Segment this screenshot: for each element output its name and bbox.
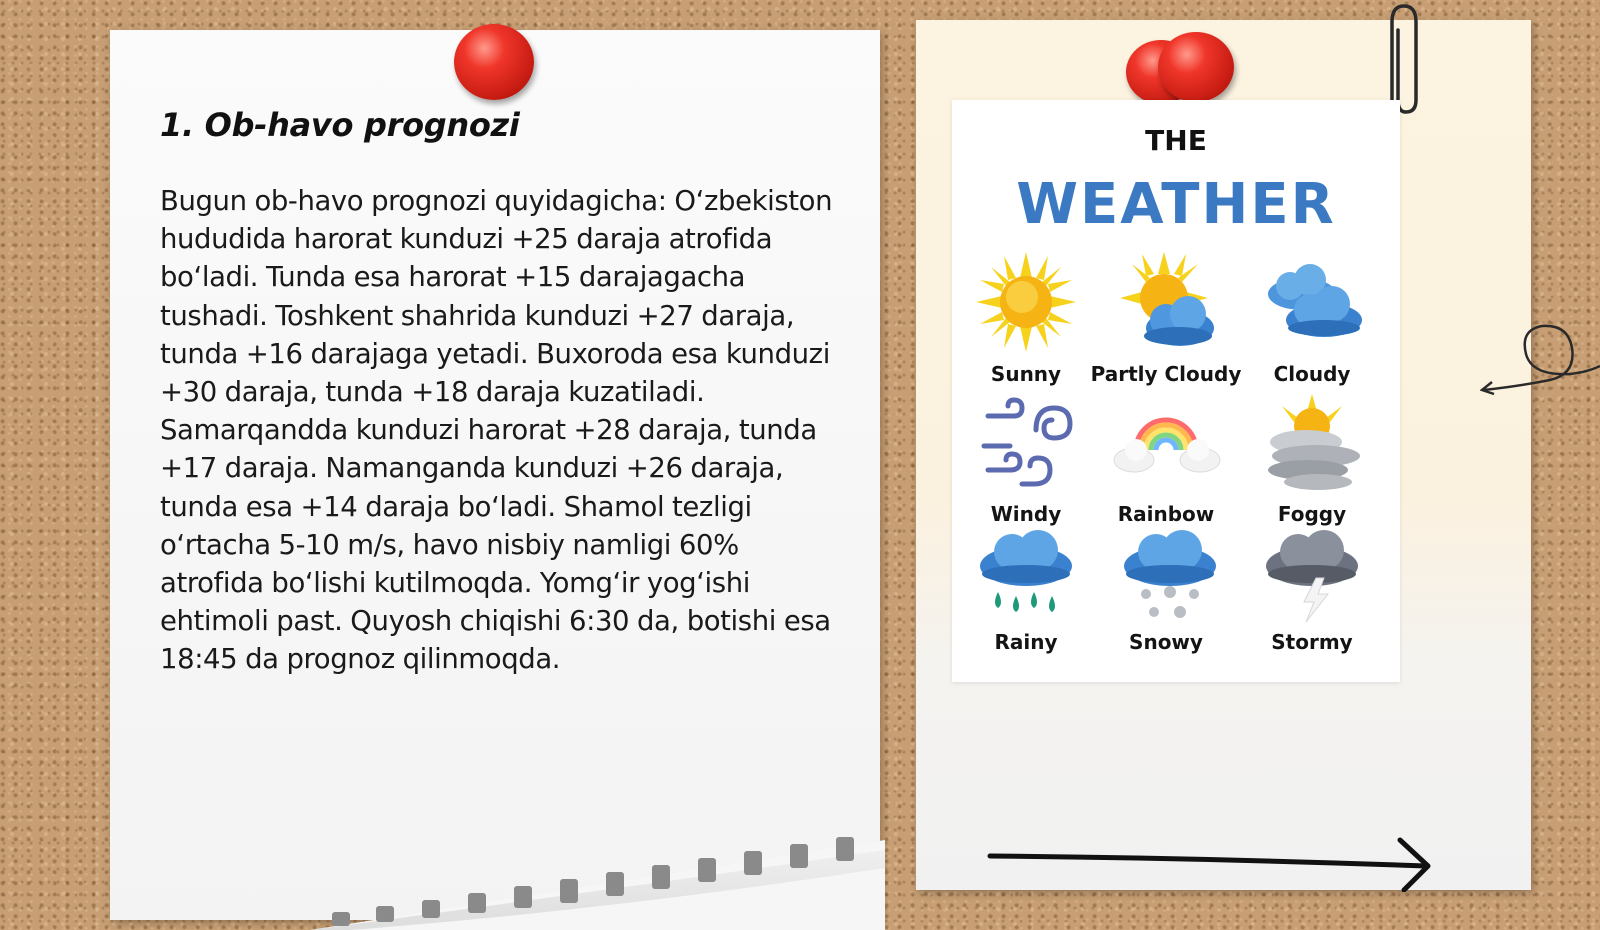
torn-page-decoration [310,820,885,930]
weather-label: Partly Cloudy [1090,362,1242,386]
note-body-text: Bugun ob-havo prognozi quyidagicha: O‘zbekiston hududida harorat kunduzi +25 daraja atrofida bo‘ladi. Tunda esa harorat +15 darajagacha tushadi. Toshkent shahrida kunduzi +27 daraja, tunda +16 darajaga yetadi. Buxoroda esa kunduzi +30 daraja, tunda +18 daraja kuzatiladi. Samarqandda kunduzi harorat +28 daraja, tunda +17 daraja. Namanganda kunduzi +26 daraja, tunda esa +14 daraja bo‘ladi. Shamol tezligi o‘rtacha 5-10 m/s, havo nisbiy namligi 60% atrofida bo‘lishi kutilmoqda. Yomg‘ir yog‘ishi ehtimoli past. Quyosh chiqishi 6:30 da, botishi esa 18:45 da prognoz qilinmoqda. [160,185,833,676]
weather-item-sunny [956,250,1096,390]
cloud-icon [1260,250,1364,354]
loop-arrow-doodle [1480,310,1600,410]
weather-label: Rainy [994,630,1058,654]
snow-icon [1114,530,1218,634]
weather-item-rainy [956,530,1096,670]
weather-label: Foggy [1277,502,1347,526]
note-paper-left [110,30,880,920]
weather-label: Stormy [1271,630,1353,654]
weather-label: Windy [990,502,1062,526]
note-title: 1. Ob-havo prognozi [160,106,520,144]
rain-icon [974,530,1078,634]
weather-poster-heading: WEATHER [1016,172,1336,237]
weather-poster-heading-small: THE [1145,124,1207,157]
sun-icon [974,250,1078,354]
weather-item-foggy [1242,394,1382,534]
weather-label: Rainbow [1117,502,1215,526]
red-pushpin-icon [1158,32,1234,102]
weather-label: Cloudy [1273,362,1351,386]
weather-label: Sunny [990,362,1062,386]
arrow-right-doodle [986,836,1448,892]
weather-item-stormy [1242,530,1382,670]
partly-cloudy-icon [1114,250,1218,354]
wind-icon [974,394,1078,498]
red-pushpin-icon [454,24,534,100]
weather-item-rainbow [1096,394,1236,534]
weather-label: Snowy [1129,630,1203,654]
weather-item-windy [956,394,1096,534]
weather-poster [952,100,1400,682]
fog-icon [1260,394,1364,498]
weather-item-snowy [1096,530,1236,670]
weather-item-cloudy [1242,250,1382,390]
storm-icon [1260,530,1364,634]
weather-item-partly-cloudy [1090,250,1242,390]
rainbow-icon [1102,394,1230,498]
